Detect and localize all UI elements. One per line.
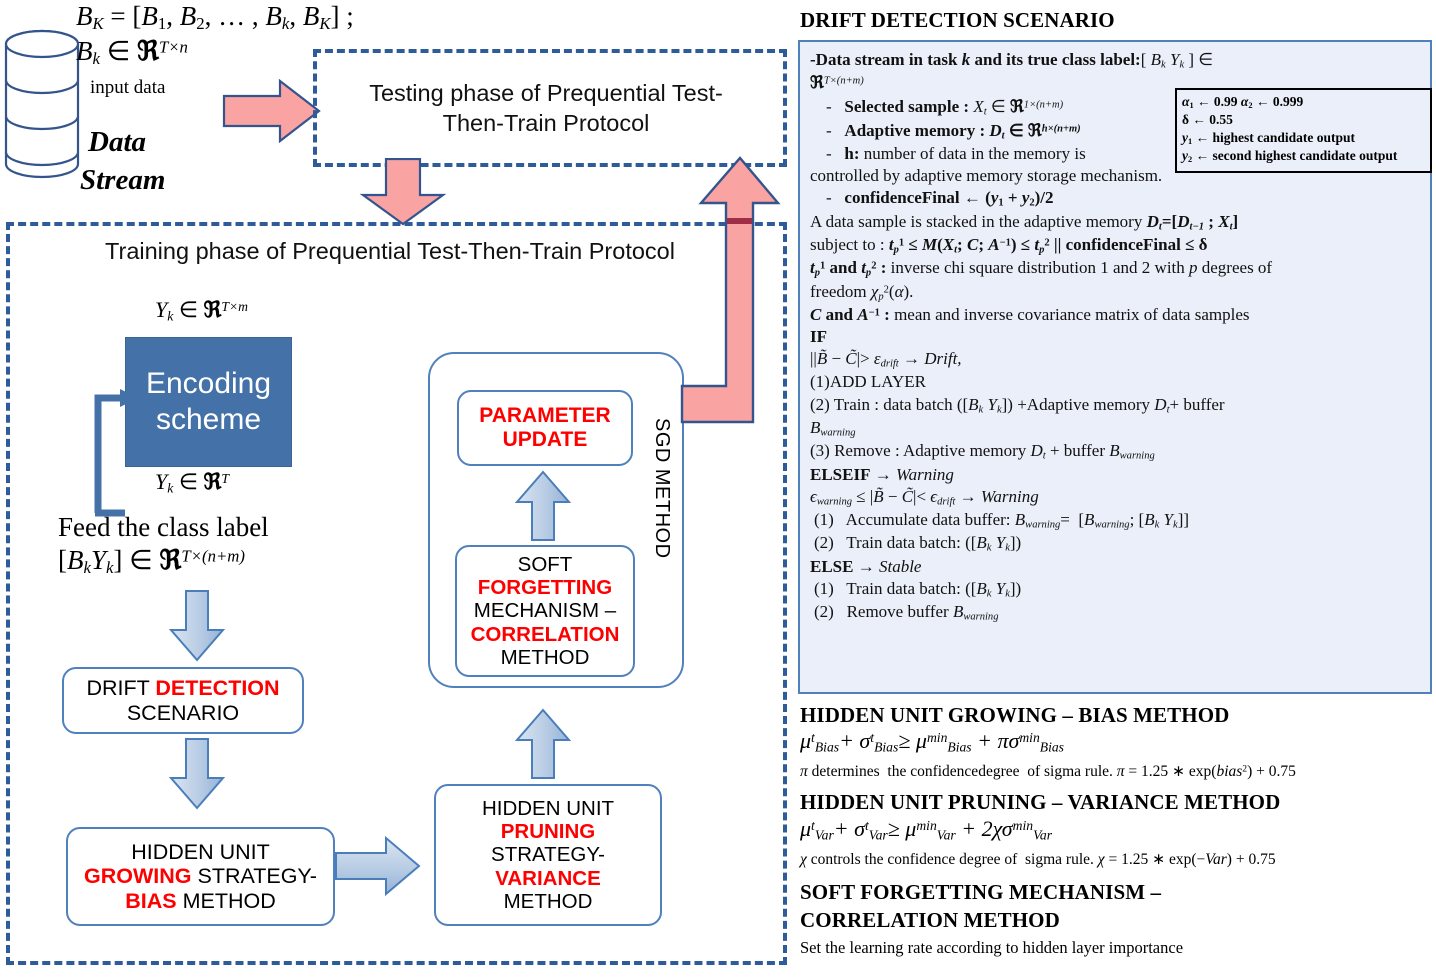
soft-forgetting-line2: FORGETTING (477, 575, 613, 599)
pruning-to-forgetting-arrow-icon (513, 708, 573, 780)
feed-class-label-line1: Feed the class label (58, 512, 269, 542)
soft-forgetting-heading-line1: SOFT FORGETTING MECHANISM – (800, 880, 1162, 904)
batch-formula-line1: $B_K = [B_1$, $B_2$, … , $B_k$, $B_K$] ; (76, 1, 354, 34)
param-line-3: $y_2$ ← second highest candidate output (1182, 148, 1398, 165)
testing-to-training-arrow-icon (358, 158, 448, 226)
growing-box-line1: HIDDEN UNIT (131, 839, 270, 864)
drift-box-line2: SCENARIO (126, 700, 240, 725)
soft-forgetting-line5: METHOD (500, 646, 590, 670)
growing-to-pruning-arrow-icon (334, 835, 422, 897)
dd-line-1: ℜ$^{T\times(n+m)}$ (810, 73, 864, 94)
encoding-input-annotation: $Y_k$ ∈ ℜ$^{T\times m}$ (155, 297, 249, 324)
dd-line-24: (2) Remove buffer $B_{warning}$ (814, 602, 999, 623)
encoding-scheme-label-line1: Encoding (145, 367, 272, 400)
testing-phase-title: Testing phase of Prequential Test- Then-Train Protocol (369, 80, 723, 137)
soft-forgetting-line4: CORRELATION (470, 622, 620, 646)
dd-line-23: (1) Train data batch: ([$B_k$ $Y_k$]) (814, 578, 1022, 600)
forgetting-to-parameter-arrow-icon (513, 470, 573, 542)
database-cylinder-icon (2, 14, 82, 194)
drift-box-line1-red: DETECTION (155, 676, 280, 700)
dd-line-15: (2) Train : data batch ([$B_k$ $Y_k$]) +Adaptive memory $D_t+$ buffer (810, 394, 1225, 416)
dd-line-20: (1) Accumulate data buffer: $B_{warning}= [B_{warning}$; [$B_k$ $Y_k$]] (814, 509, 1190, 531)
encoding-output-annotation: $Y_k$ ∈ ℜ$^T$ (155, 469, 229, 496)
encoding-feedback-arrow-icon (90, 388, 140, 518)
growing-box-line3-red: BIAS (125, 888, 177, 913)
encoding-scheme-label-line2: scheme (155, 403, 262, 436)
dd-line-6: - confidenceFinal ← $(y_1 + y_2)/2$ (826, 188, 1054, 209)
batch-formula-line2: $B_k$ ∈ ℜ$^{T\times n}$ (76, 36, 188, 69)
pruning-box-line5: METHOD (503, 890, 593, 914)
drift-box-line1-black: DRIFT (86, 676, 156, 700)
feed-class-label-line2: $[B_kY_k]$ ∈ ℜ$^{T\times(n+m)}$ (58, 545, 245, 578)
pruning-strategy-box[interactable] (434, 784, 662, 926)
encoding-scheme-box[interactable] (125, 337, 292, 467)
growing-bias-formula: $\mu^t_{Bias}+ \sigma^t_{Bias}\ge \mu^{min}_{Bias} + \pi\sigma^{min}_{Bias}$ (800, 728, 1064, 755)
soft-forgetting-explanation: Set the learning rate according to hidden layer importance (800, 938, 1184, 957)
input-data-caption: input data (90, 77, 166, 98)
dd-line-10: freedom $\chi_p^2(\alpha)$. (810, 281, 914, 303)
data-stream-label-line2: Stream (80, 164, 166, 196)
dd-line-9: $t_p^1$ and $t_p^2$ : inverse chi square distribution 1 and 2 with p degrees of (810, 258, 1273, 279)
pruning-variance-formula: $\mu^t_{Var}+ \sigma^t_{Var}\ge \mu^{min}_{Var} + 2\chi\sigma^{min}_{Var}$ (800, 816, 1053, 843)
pruning-box-line3: STRATEGY- (491, 843, 605, 867)
drift-detection-box[interactable] (62, 667, 304, 734)
dd-line-12: IF (810, 327, 827, 346)
drift-parameters-box (1175, 88, 1432, 173)
pruning-variance-explanation: χ controls the confidence degree of sigma rule. χ = 1.25 ∗ exp(−Var) + 0.75 (800, 851, 1276, 868)
data-to-testing-arrow-icon (222, 78, 322, 144)
dd-line-2: - Selected sample : $X_t$ ∈ ℜ$^{1\times(n+m)}$ (826, 97, 1064, 119)
growing-box-line2-black: STRATEGY- (191, 864, 317, 889)
drift-to-growing-arrow-icon (167, 738, 227, 810)
growing-bias-heading: HIDDEN UNIT GROWING – BIAS METHOD (800, 703, 1230, 727)
data-stream-label-line1: Data (88, 126, 146, 158)
dd-line-19: $\epsilon_{warning}$ ≤ |B̃ − C̃|< $\epsilon_{drift}$ → Warning (810, 486, 1039, 508)
dd-line-0: -Data stream in task k and its true class label:[ $B_k$ $Y_k$ ] ∈ (810, 50, 1214, 71)
soft-forgetting-heading-line2: CORRELATION METHOD (800, 908, 1060, 932)
dd-line-5: controlled by adaptive memory storage mechanism. (810, 166, 1163, 186)
dd-line-13: ||B̃ − C̃|> $\varepsilon_{drift}$ → Drift, (810, 349, 962, 370)
parameter-update-line2: UPDATE (502, 428, 588, 451)
dd-line-3: - Adaptive memory : $D_t$ ∈ ℜ$^{h\times(n+m)}$ (826, 120, 1081, 142)
growing-box-line2-red: GROWING (84, 864, 192, 889)
dd-line-14: (1)ADD LAYER (810, 372, 927, 392)
growing-bias-explanation: π determines the confidencedegree of sigma rule. π = 1.25 ∗ exp(bias$^2$) + 0.75 (800, 763, 1296, 780)
dd-line-8: subject to : $t_p^1 \le M(X_t$; C; $A^{-1}) \le t_p^2$ || confidenceFinal ≤ δ (810, 234, 1208, 256)
dd-line-7: A data sample is stacked in the adaptive memory $D_t=[D_{t-1}$ ; $X_t$] (810, 211, 1239, 233)
training-phase-title: Training phase of Prequential Test-Then-Train Protocol (105, 238, 675, 264)
pruning-box-line2: PRUNING (500, 819, 596, 843)
param-line-2: $y_1$ ← highest candidate output (1182, 130, 1355, 147)
sgd-to-testing-feedback-arrow-icon (668, 150, 788, 440)
dd-line-4: - h: number of data in the memory is (826, 144, 1086, 164)
pruning-box-line4: VARIANCE (495, 866, 601, 890)
soft-forgetting-line1: SOFT (517, 552, 573, 576)
feed-to-drift-arrow-icon (167, 590, 227, 662)
pruning-variance-heading: HIDDEN UNIT PRUNING – VARIANCE METHOD (800, 790, 1281, 814)
parameter-update-line1: PARAMETER (479, 404, 611, 428)
soft-forgetting-box[interactable] (455, 545, 635, 677)
dd-line-18: ELSEIF → Warning (810, 464, 954, 484)
dd-line-17: (3) Remove : Adaptive memory $D_t$ + buffer $B_{warning}$ (810, 441, 1155, 462)
parameter-update-box[interactable] (457, 390, 633, 466)
drift-scenario-heading: DRIFT DETECTION SCENARIO (800, 8, 1115, 32)
soft-forgetting-line3: MECHANISM – (473, 599, 617, 623)
dd-line-16: $B_{warning}$ (810, 417, 856, 439)
growing-box-line3-black: METHOD (176, 888, 276, 913)
dd-line-11: C and $A^{-1}$ : mean and inverse covariance matrix of data samples (810, 304, 1250, 324)
param-line-0: $\alpha_1$ ← 0.99 $\alpha_2$ ← 0.999 (1182, 94, 1304, 111)
growing-strategy-box[interactable] (66, 827, 335, 926)
param-line-1: δ ← 0.55 (1182, 112, 1233, 128)
dd-line-22: ELSE → Stable (810, 556, 922, 576)
pruning-box-line1: HIDDEN UNIT (481, 796, 615, 820)
sgd-method-label: SGD METHOD (651, 418, 673, 559)
dd-line-21: (2) Train data batch: ([$B_k$ $Y_k$]) (814, 533, 1022, 554)
